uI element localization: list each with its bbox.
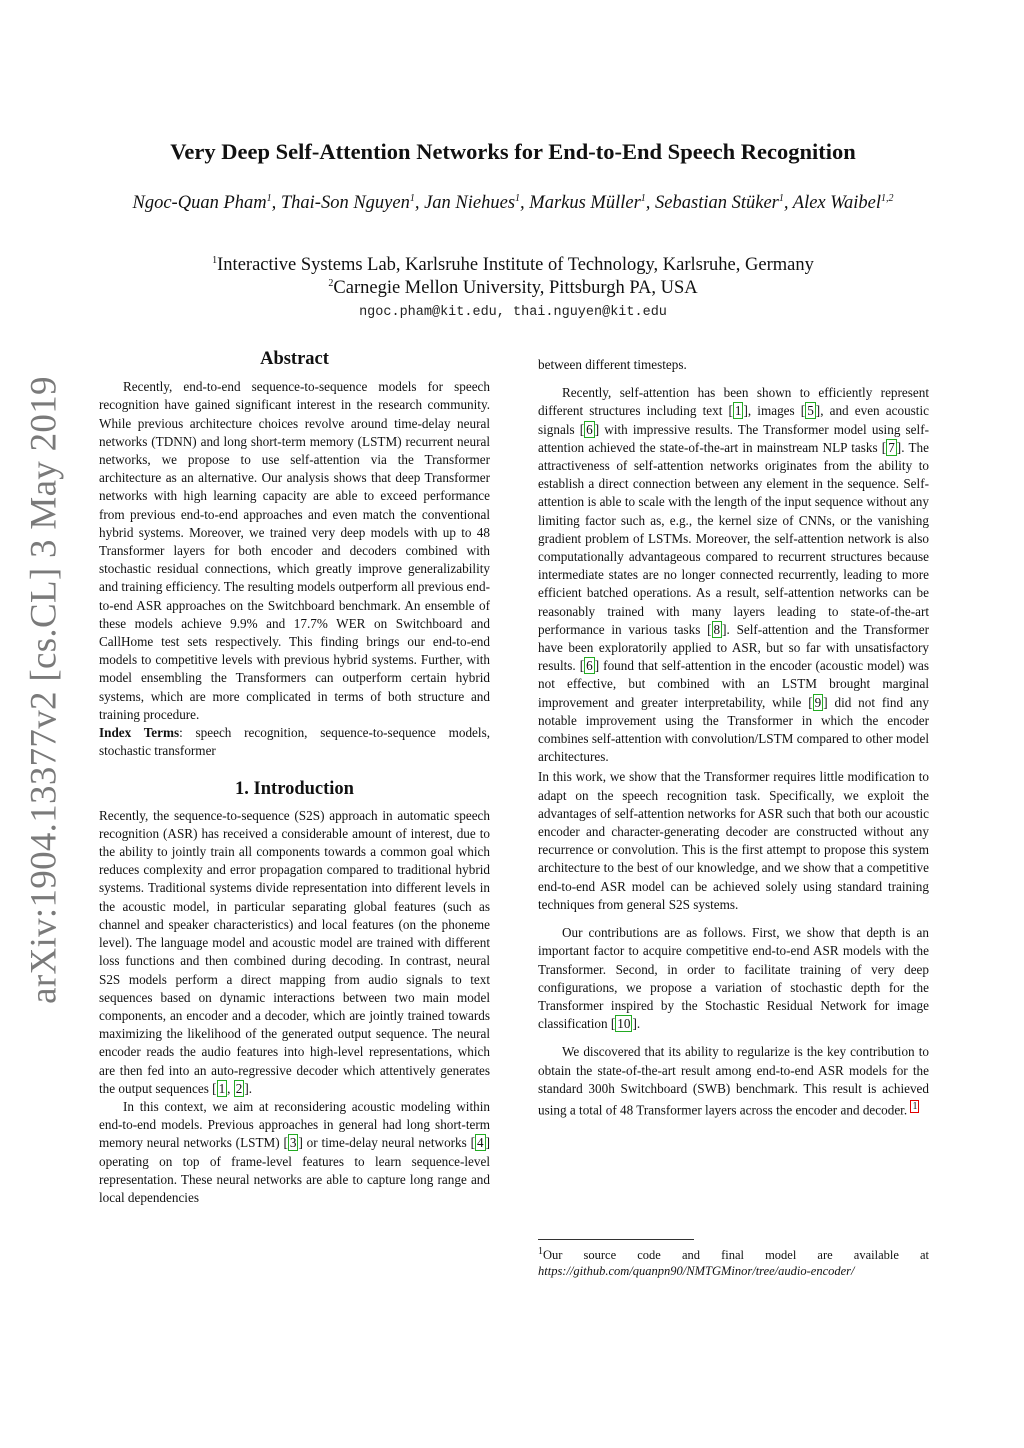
- paper-title: Very Deep Self-Attention Networks for End-to-End Speech Recognition: [170, 139, 856, 164]
- abstract-body: Recently, end-to-end sequence-to-sequence models for speech recognition have gained significant interest in the research community. While previous architecture choices revolve around time-delay neural networks (TDNN) and long short-term memory (LSTM) recurrent neural networks, we propose to use self-attention via the Transformer architecture as an alternative. Our analysis shows that deep Transformer networks with high learning capacity are able to exceed performance from previous end-to-end approaches and even match the conventional hybrid systems. Moreover, we trained very deep models with up to 48 Transformer layers for both encoder and decoders combined with stochastic residual connections, which greatly improve generalizability and training efficiency. The resulting models outperform all previous end-to-end ASR approaches on the Switchboard benchmark. An ensemble of these models achieve 9.9% and 17.7% WER on Switchboard and CallHome test sets respectively. This finding brings our end-to-end models to competitive levels with previous hybrid systems. Further, with model ensembling the Transformers can outperform certain hybrid systems, which are more complicated in terms of both structure and training procedure.: [99, 379, 490, 722]
- intro-paragraph-3: Recently, self-attention has been shown to efficiently represent different structures including text [ 1 ], images [ 5 ], and even acoustic signals [ 6 ] with impressive results. The Transformer model using self-attention achieved the state-of-the-art in mainstream NLP tasks [ 7 ]. The attractiveness of self-attention networks originates from the ability to establish a direct connection between any element in the sequence. Self-attention is able to scale with the length of the input sequence without any limiting factor such as, e.g., the kernel size of CNNs, or the vanishing gradient problem of LSTMs. Moreover, the self-attention network is also computationally advantageous compared to recurrent structures because intermediate states are no longer connected recurrently, leading to more efficient batched operations. As a result, self-attention networks can be reasonably trained with many layers leading to state-of-the-art performance in various tasks [ 8 ]. Self-attention and the Transformer have been exploratorily applied to ASR, but so far with unsatisfactory results. [ 6 ] found that self-attention in the encoder (acoustic model) was not effective, but combined with an LSTM brought marginal improvement and greater interpretability, while [ 9 ] did not find any notable improvement using the Transformer in which the encoder combines self-attention with convolution/LSTM compared to other model architectures.: [538, 385, 929, 765]
- intro-paragraph-1: Recently, the sequence-to-sequence (S2S) approach in automatic speech recognition (ASR) has received a considerable amount of interest, due to the ability to jointly train all components towards a common goal which reduces complexity and error propagation compared to traditional hybrid systems. Traditional systems divide representation into different levels in the acoustic model, in particular separating global features (such as channel and speaker characteristics) and local features (on the phoneme level). The language model and acoustic model are trained with different loss functions and then combined during decoding. In contrast, neural S2S models perform a direct mapping from audio signals to text sequences based on dynamic interactions between two main model components, an encoder and a decoder, which are jointly trained towards maximizing the likelihood of the generated output sequence. The neural encoder reads the audio features into high-level representations, which are then fed into an auto-regressive decoder which attentively generates the output sequences [ 1 , 2 ].: [99, 807, 490, 1096]
- citation-link[interactable]: 8: [713, 621, 721, 637]
- footnote-text: Our source code and final model are available at: [543, 1248, 929, 1263]
- citation-link[interactable]: 5: [807, 403, 814, 419]
- citation-link[interactable]: 1: [734, 403, 742, 419]
- arxiv-id: arXiv:1904.13377v2 [cs.CL] 3 May 2019: [23, 376, 65, 1004]
- affiliation-1: $^1$Interactive Systems Lab, Karlsruhe Institute of Technology, Karlsruhe, Germany: [212, 255, 814, 276]
- intro-paragraph-4: In this work, we show that the Transformer requires little modification to adapt on the speech recognition task. Specifically, we exploit the advantages of self-attention networks for ASR such that both our acoustic encoder and character-generating decoder are constructed without any recurrence or convolution. This is the first attempt to propose this system architecture to the best of our knowledge, and we show that a competitive end-to-end ASR model can be achieved solely using standard training techniques from general S2S systems.: [538, 769, 929, 912]
- footnote-divider: [538, 1239, 694, 1240]
- author: Alex Waibel: [792, 193, 881, 214]
- author: Thai-Son Nguyen: [280, 193, 410, 214]
- right-column: [538, 356, 929, 1120]
- citation-link[interactable]: 6: [586, 658, 593, 674]
- intro-paragraph-2-cont: between different timesteps.: [538, 357, 687, 372]
- arxiv-stamp: [14, 330, 74, 1050]
- citation-link[interactable]: 6: [586, 421, 593, 437]
- intro-paragraph-5: Our contributions are as follows. First, we show that depth is an important factor to acquire competitive end-to-end ASR models with the Transformer. Second, in order to facilitate training of very deep configurations, we propose a variation of stochastic depth for the Transformer inspired by the Stochastic Residual Network for image classification [ 10 ].: [538, 925, 929, 1032]
- author: Ngoc-Quan Pham: [132, 193, 267, 214]
- left-column: [99, 350, 490, 1207]
- author-list: Ngoc-Quan Pham$^1$, Thai-Son Nguyen$^1$, Jan Niehues$^1$, Markus Müller$^1$, Sebastian Stüker$^1$, Alex Waibel$^{1,2}$: [132, 193, 894, 214]
- author: Sebastian Stüker: [655, 193, 779, 214]
- citation-link[interactable]: 1: [218, 1080, 226, 1096]
- citation-link[interactable]: 9: [814, 694, 822, 710]
- intro-paragraph-6: We discovered that its ability to regularize is the key contribution to obtain the state-of-the-art result among end-to-end ASR models for the standard 300h Switchboard (SWB) benchmark. This result is achieved using a total of 48 Transformer layers across the encoder and decoder. $^1$: [538, 1044, 929, 1118]
- author: Jan Niehues: [424, 193, 516, 214]
- citation-link[interactable]: 7: [888, 439, 895, 455]
- citation-link[interactable]: 3: [289, 1135, 297, 1151]
- author-emails: ngoc.pham@kit.edu, thai.nguyen@kit.edu: [359, 305, 667, 320]
- affiliation-2: $^2$Carnegie Mellon University, Pittsburgh PA, USA: [328, 278, 698, 299]
- footnote: $^1$Our source code and final model are available at https://github.com/quanpn90/NMTGMinor/tree/audio-encoder/: [538, 1246, 929, 1279]
- citation-link[interactable]: 10: [617, 1016, 631, 1032]
- footnote-url[interactable]: https://github.com/quanpn90/NMTGMinor/tree/audio-encoder/: [538, 1264, 855, 1279]
- intro-paragraph-2: In this context, we aim at reconsidering acoustic modeling within end-to-end models. Previous approaches in general had long short-term memory neural networks (LSTM) [ 3 ] or time-delay neural networks [ 4 ] operating on top of frame-level features to learn sequence-level representation. These neural networks are able to capture long range and local dependencies: [99, 1098, 490, 1205]
- index-terms: Index Terms: speech recognition, sequence-to-sequence models, stochastic transformer: [99, 725, 490, 759]
- abstract-heading: Abstract: [260, 349, 329, 369]
- citation-link[interactable]: 2: [235, 1080, 243, 1096]
- citation-link[interactable]: 4: [477, 1135, 484, 1151]
- intro-heading: 1. Introduction: [235, 779, 354, 800]
- footnote-link[interactable]: 1: [912, 1100, 918, 1112]
- author: Markus Müller: [529, 193, 641, 214]
